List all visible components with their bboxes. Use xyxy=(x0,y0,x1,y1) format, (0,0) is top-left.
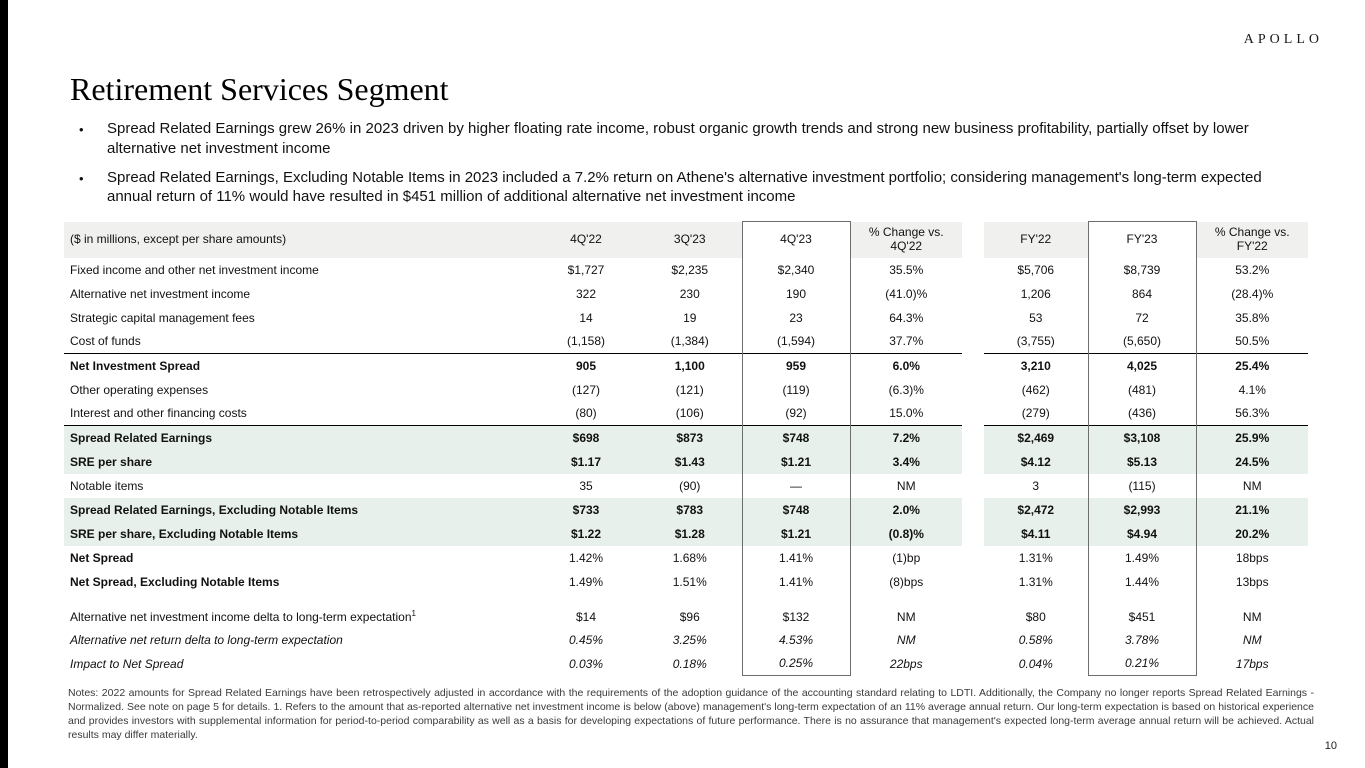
cell: (462) xyxy=(1021,382,1050,397)
row-label: Net Investment Spread xyxy=(64,354,534,378)
row-label: Strategic capital management fees xyxy=(70,310,255,325)
cell: 72 xyxy=(1088,306,1196,330)
cell: (436) xyxy=(1088,402,1196,426)
cell: $1.22 xyxy=(534,522,638,546)
column-gap xyxy=(962,652,984,676)
table-caption: ($ in millions, except per share amounts) xyxy=(64,222,534,258)
row-label: SRE per share, Excluding Notable Items xyxy=(64,522,534,546)
page-number: 10 xyxy=(1324,740,1337,752)
cell: 25.9% xyxy=(1196,426,1308,450)
cell: 0.58% xyxy=(1018,632,1053,647)
cell: $1.28 xyxy=(638,522,742,546)
cell: 1,206 xyxy=(1020,286,1051,301)
cell: $748 xyxy=(742,426,850,450)
table-row xyxy=(64,378,1308,402)
cell: 50.5% xyxy=(1235,334,1270,349)
table-row xyxy=(64,498,1308,522)
cell: (80) xyxy=(575,406,597,421)
cell: $451 xyxy=(1088,594,1196,628)
bullet-text: Spread Related Earnings, Excluding Notable Items in 2023 included a 7.2% return on Athene's alternative investment portfolio; considering management's long-term expected annual return of 11% would have resulted in $451 million of additional alternative net investment income xyxy=(107,168,1262,206)
financial-table xyxy=(64,221,1308,676)
cell: 190 xyxy=(742,282,850,306)
cell: 14 xyxy=(579,310,593,325)
cell: $4.94 xyxy=(1088,522,1196,546)
cell: $5.13 xyxy=(1088,450,1196,474)
table-row xyxy=(64,628,1308,652)
column-gap xyxy=(962,354,984,378)
cell: 230 xyxy=(679,286,700,301)
cell: 3.4% xyxy=(850,450,962,474)
cell: 1.31% xyxy=(1018,574,1053,589)
column-gap xyxy=(962,306,984,330)
column-header: 4Q'23 xyxy=(742,222,850,258)
cell: $80 xyxy=(1025,609,1046,624)
table-row xyxy=(64,522,1308,546)
cell: (127) xyxy=(571,382,600,397)
table-row xyxy=(64,570,1308,594)
left-edge-bar xyxy=(0,0,8,768)
footnotes: Notes: 2022 amounts for Spread Related Earnings have been retrospectively adjusted in accordance with the requirements of the adoption guidance of the accounting standard relating to LDTI. Additionally, the Company no longer reports Spread Related Earnings - Normalized. See note on page 5 for details. 1. Refers to the amount that as-reported alternative net investment income is below (above) management's long-term expectation of an 11% average annual return. Our long-term expectation is based on historical experience and provides investors with supplemental information for period-to-period comparability as well as a basis for developing expectations of future performance. There is no assurance that management's expected long-term average annual return will be achieved. Actual results may differ materially. xyxy=(68,687,1314,741)
row-label: Net Spread xyxy=(70,550,134,565)
cell: 3.78% xyxy=(1088,628,1196,652)
cell: (115) xyxy=(1088,474,1196,498)
cell: (5,650) xyxy=(1088,330,1196,354)
cell: 53 xyxy=(1029,310,1043,325)
cell: 1.42% xyxy=(568,550,604,565)
cell: $733 xyxy=(534,498,638,522)
table-row xyxy=(64,402,1308,426)
footnote-reference: 1 xyxy=(411,608,416,618)
table-row xyxy=(64,282,1308,306)
cell: (1,384) xyxy=(670,334,709,349)
column-gap xyxy=(962,258,984,282)
cell: $1.17 xyxy=(534,450,638,474)
cell: $1.21 xyxy=(742,450,850,474)
cell: (41.0)% xyxy=(885,286,928,301)
cell: (1,594) xyxy=(742,330,850,354)
column-header: FY'22 xyxy=(984,222,1088,258)
cell: 3,210 xyxy=(984,354,1088,378)
cell: NM xyxy=(896,478,916,493)
cell: (1,158) xyxy=(566,334,606,349)
cell: 20.2% xyxy=(1196,522,1308,546)
cell: 0.18% xyxy=(672,656,707,671)
cell: 959 xyxy=(742,354,850,378)
table-row xyxy=(64,426,1308,450)
cell: 19 xyxy=(683,310,697,325)
cell: 0.03% xyxy=(568,656,604,671)
cell: 1,100 xyxy=(638,354,742,378)
cell: $5,706 xyxy=(1017,262,1055,277)
column-header: 4Q'22 xyxy=(534,222,638,258)
cell: (6.3)% xyxy=(888,382,924,397)
cell: 35.8% xyxy=(1235,310,1270,325)
cell: 7.2% xyxy=(850,426,962,450)
table-row xyxy=(64,652,1308,676)
bullet-list xyxy=(76,119,1308,216)
column-header: FY'23 xyxy=(1088,222,1196,258)
row-label: Other operating expenses xyxy=(70,382,209,397)
row-label: Cost of funds xyxy=(70,334,141,349)
cell: 24.5% xyxy=(1196,450,1308,474)
cell: 4.1% xyxy=(1238,382,1266,397)
cell: NM xyxy=(1242,478,1262,493)
table-row xyxy=(64,306,1308,330)
cell: $748 xyxy=(742,498,850,522)
cell: 53.2% xyxy=(1235,262,1270,277)
cell: $4.12 xyxy=(984,450,1088,474)
cell: 18bps xyxy=(1235,550,1269,565)
cell: (119) xyxy=(742,378,850,402)
table-body xyxy=(64,258,1308,676)
column-header: 3Q'23 xyxy=(638,222,742,258)
bullet-marker: • xyxy=(79,170,84,186)
cell: $14 xyxy=(575,609,597,624)
cell: (121) xyxy=(675,382,704,397)
column-gap xyxy=(962,282,984,306)
cell: $1,727 xyxy=(567,262,605,277)
cell: 0.04% xyxy=(1018,656,1053,671)
column-gap xyxy=(962,222,984,258)
cell: (279) xyxy=(1021,406,1050,421)
financial-table-container xyxy=(64,221,1308,676)
row-label: Spread Related Earnings, Excluding Notable Items xyxy=(64,498,534,522)
cell: (106) xyxy=(675,406,704,421)
cell: $2,340 xyxy=(742,258,850,282)
bullet-item xyxy=(76,119,1308,159)
cell: $1.21 xyxy=(742,522,850,546)
row-label: Spread Related Earnings xyxy=(64,426,534,450)
cell: $698 xyxy=(534,426,638,450)
cell: NM xyxy=(1242,609,1262,624)
page-title: Retirement Services Segment xyxy=(70,71,449,108)
table-row xyxy=(64,474,1308,498)
row-label: Alternative net return delta to long-term expectation xyxy=(70,632,343,647)
cell: (90) xyxy=(679,478,701,493)
column-header: % Change vs. FY'22 xyxy=(1196,222,1308,258)
cell: 0.25% xyxy=(742,652,850,676)
cell: 4.53% xyxy=(742,628,850,652)
row-label: SRE per share xyxy=(64,450,534,474)
row-label: Notable items xyxy=(70,478,144,493)
row-label: Interest and other financing costs xyxy=(70,406,247,421)
cell: NM xyxy=(896,609,916,624)
cell: NM xyxy=(896,632,916,647)
table-row xyxy=(64,594,1308,628)
cell: 1.41% xyxy=(742,546,850,570)
cell: 1.49% xyxy=(568,574,604,589)
cell: — xyxy=(742,474,850,498)
table-row xyxy=(64,450,1308,474)
column-gap xyxy=(962,474,984,498)
cell: 21.1% xyxy=(1196,498,1308,522)
bullet-item xyxy=(76,168,1308,208)
column-header: % Change vs. 4Q'22 xyxy=(850,222,962,258)
cell: 22bps xyxy=(889,656,923,671)
table-row xyxy=(64,546,1308,570)
cell: NM xyxy=(1242,632,1262,647)
column-gap xyxy=(962,426,984,450)
bullet-text: Spread Related Earnings grew 26% in 2023 driven by higher floating rate income, robust organic growth trends and strong new business profitability, partially offset by lower alternative net investment income xyxy=(107,120,1249,157)
row-label: Alternative net investment income xyxy=(70,286,251,301)
cell: 15.0% xyxy=(889,406,924,421)
cell: 13bps xyxy=(1235,574,1269,589)
column-gap xyxy=(962,498,984,522)
bullet-marker: • xyxy=(79,122,84,137)
cell: 3.25% xyxy=(672,632,707,647)
column-gap xyxy=(962,378,984,402)
cell: (481) xyxy=(1088,378,1196,402)
cell: $96 xyxy=(679,609,700,624)
cell: $4.11 xyxy=(984,522,1088,546)
cell: (8)bps xyxy=(889,574,924,589)
table-head-row xyxy=(64,222,1308,258)
cell: 905 xyxy=(534,354,638,378)
cell: 1.41% xyxy=(742,570,850,594)
column-gap xyxy=(962,594,984,628)
cell: $873 xyxy=(638,426,742,450)
cell: 322 xyxy=(575,286,597,301)
cell: $8,739 xyxy=(1088,258,1196,282)
column-gap xyxy=(962,570,984,594)
cell: 56.3% xyxy=(1235,406,1270,421)
cell: 23 xyxy=(742,306,850,330)
cell: 35.5% xyxy=(889,262,924,277)
table-row xyxy=(64,258,1308,282)
cell: $3,108 xyxy=(1088,426,1196,450)
cell: $2,472 xyxy=(984,498,1088,522)
cell: $2,469 xyxy=(984,426,1088,450)
cell: 17bps xyxy=(1235,656,1269,671)
column-gap xyxy=(962,546,984,570)
cell: 4,025 xyxy=(1088,354,1196,378)
cell: $783 xyxy=(638,498,742,522)
cell: $2,235 xyxy=(671,262,709,277)
cell: 0.45% xyxy=(568,632,604,647)
cell: 2.0% xyxy=(850,498,962,522)
cell: 0.21% xyxy=(1088,652,1196,676)
cell: (92) xyxy=(742,402,850,426)
cell: 25.4% xyxy=(1196,354,1308,378)
cell: (1)bp xyxy=(892,550,921,565)
cell: $132 xyxy=(742,594,850,628)
cell: 6.0% xyxy=(850,354,962,378)
column-gap xyxy=(962,330,984,354)
cell: 64.3% xyxy=(889,310,924,325)
table-row xyxy=(64,354,1308,378)
column-gap xyxy=(962,450,984,474)
row-label: Alternative net investment income delta to long-term expectation$^1$ xyxy=(70,608,416,624)
cell: 37.7% xyxy=(889,334,924,349)
cell: (0.8)% xyxy=(850,522,962,546)
cell: (28.4)% xyxy=(1231,286,1274,301)
cell: 1.44% xyxy=(1088,570,1196,594)
cell: 1.68% xyxy=(672,550,707,565)
cell: 864 xyxy=(1088,282,1196,306)
cell: 35 xyxy=(579,478,593,493)
cell: $2,993 xyxy=(1088,498,1196,522)
cell: 1.49% xyxy=(1088,546,1196,570)
cell: 3 xyxy=(1032,478,1040,493)
row-label: Fixed income and other net investment income xyxy=(70,262,319,277)
cell: 1.51% xyxy=(672,574,707,589)
apollo-logo: APOLLO xyxy=(1243,32,1323,47)
table-row xyxy=(64,330,1308,354)
column-gap xyxy=(962,628,984,652)
column-gap xyxy=(962,402,984,426)
row-label: Net Spread, Excluding Notable Items xyxy=(70,574,280,589)
cell: 1.31% xyxy=(1018,550,1053,565)
cell: $1.43 xyxy=(638,450,742,474)
column-gap xyxy=(962,522,984,546)
cell: (3,755) xyxy=(1016,334,1055,349)
row-label: Impact to Net Spread xyxy=(70,656,184,671)
